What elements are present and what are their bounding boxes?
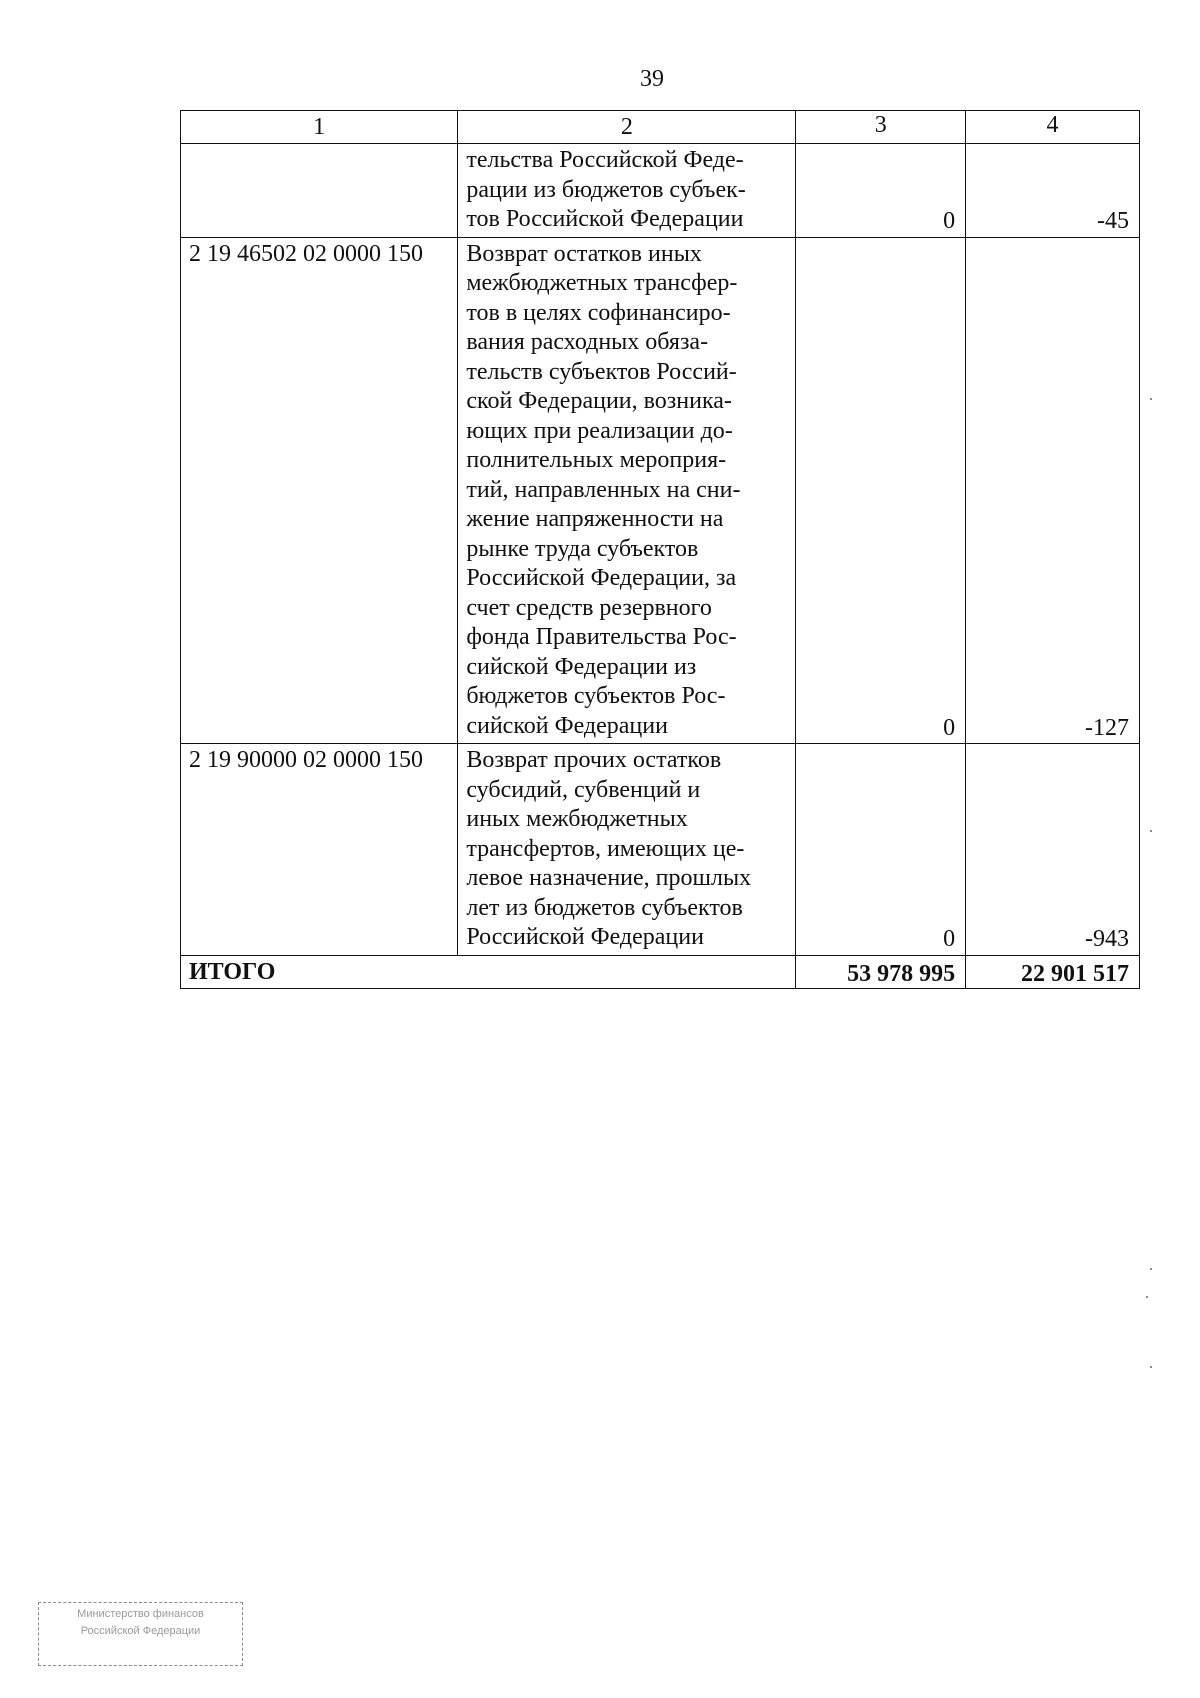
value-cell-col4: -127: [966, 237, 1140, 744]
budget-code-cell: [181, 144, 458, 238]
page-number: 39: [640, 66, 664, 92]
description-cell: тельства Российской Феде- рации из бюджетов субъек- тов Российской Федерации: [458, 144, 796, 238]
value-cell-col4: -45: [966, 144, 1140, 238]
scan-speck: [1150, 830, 1152, 832]
stamp-line: Министерство финансов: [77, 1608, 204, 1620]
table-row: [181, 744, 1140, 956]
description-cell: Возврат прочих остатков субсидий, субвенций и иных межбюджетных трансфертов, имеющих це- левое назначение, прошлых лет из бюджетов субъектов Российской Федерации: [458, 744, 796, 956]
budget-table: [180, 110, 1140, 989]
total-row: [181, 955, 1140, 988]
value-cell-col3: 0: [796, 744, 966, 956]
budget-code-cell: 2 19 90000 02 0000 150: [181, 744, 458, 956]
total-col3: 53 978 995: [796, 955, 966, 988]
scan-speck: [1150, 1268, 1152, 1270]
table-header-row: [181, 111, 1140, 144]
table-row: [181, 144, 1140, 238]
value-cell-col3: 0: [796, 144, 966, 238]
total-col4: 22 901 517: [966, 955, 1140, 988]
total-label: ИТОГО: [181, 955, 796, 988]
scan-speck: [1150, 1366, 1152, 1368]
faded-stamp: [38, 1602, 243, 1666]
value-cell-col3: 0: [796, 237, 966, 744]
column-header-2: 2: [458, 111, 796, 144]
scan-speck: [1146, 1296, 1148, 1298]
budget-code-cell: 2 19 46502 02 0000 150: [181, 237, 458, 744]
stamp-line: Российской Федерации: [80, 1625, 201, 1637]
scan-speck: [1150, 398, 1152, 400]
table-row: [181, 237, 1140, 744]
column-header-1: 1: [181, 111, 458, 144]
value-cell-col4: -943: [966, 744, 1140, 956]
column-header-4: 4: [966, 111, 1140, 144]
description-cell: Возврат остатков иных межбюджетных трансфер- тов в целях софинансиро- вания расходных обяза- тельств субъектов Россий- ской Федерации, возника- ющих при реализации до- полнительных мероприя- тий, направленных на сни- жение напряженности на рынке труда субъектов Российской Федерации, за счет средств резервного фонда Правительства Рос- сийской Федерации из бюджетов субъектов Рос- сийской Федерации: [458, 237, 796, 744]
column-header-3: 3: [796, 111, 966, 144]
